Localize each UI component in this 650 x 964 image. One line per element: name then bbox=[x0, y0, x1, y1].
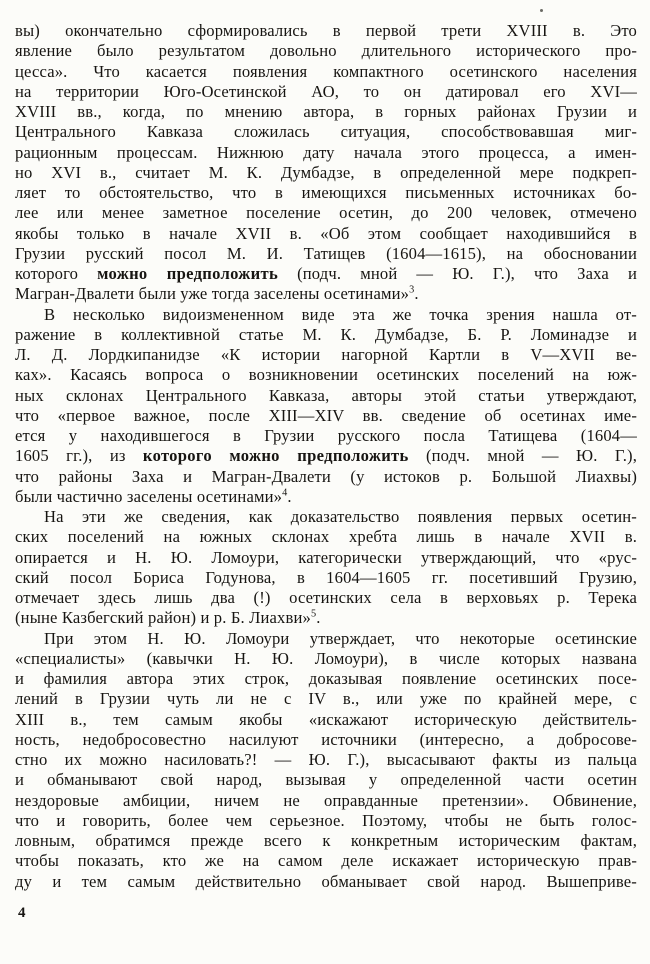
text-run: Центрального Кавказа сложилась ситуация, способствовавшая миг- bbox=[15, 122, 637, 142]
text-line bbox=[15, 487, 637, 507]
text-run: что «первое важное, после XIII—XIV вв. сведение об осетинах име- bbox=[15, 405, 637, 425]
text-run: ется у находившегося в Грузии русского посла Татищева (1604— bbox=[15, 426, 637, 445]
text-run: ский посол Бориса Годунова, в 1604—1605 гг. посетивший Грузию, bbox=[15, 567, 637, 587]
text-line bbox=[15, 406, 637, 426]
text-run: чтобы показать, кто же на самом деле искажает историческую прав- bbox=[15, 851, 637, 871]
text-run: Л. Д. Лордкипанидзе «К истории нагорной Картли в V—XVII ве- bbox=[15, 345, 637, 364]
footnote-reference: 5 bbox=[310, 608, 317, 620]
text-run: но XVI в., считает М. К. Думбадзе, в определенной мере подкреп- bbox=[15, 162, 637, 182]
text-line bbox=[15, 284, 637, 304]
text-line bbox=[15, 669, 637, 689]
text-line bbox=[15, 710, 637, 730]
text-line bbox=[15, 143, 637, 163]
text-line bbox=[15, 163, 637, 183]
text-line bbox=[15, 102, 637, 122]
text-run: и фамилия автора этих строк, доказывая появление осетинских посе- bbox=[15, 669, 637, 688]
text-run: на территории Юго-Осетинской АО, то он датировал его XVI— bbox=[15, 81, 637, 101]
text-run: ность, недобросовестно насилуют источники (интересно, а добросове- bbox=[15, 729, 637, 749]
text-line bbox=[15, 730, 637, 750]
text-run: которого bbox=[15, 264, 98, 283]
text-line bbox=[15, 426, 637, 446]
text-line bbox=[15, 689, 637, 709]
text-line bbox=[15, 345, 637, 365]
text-line bbox=[15, 446, 637, 466]
text-run: В несколько видоизмененном виде эта же точка зрения нашла от- bbox=[44, 304, 637, 324]
text-run: XIII в., тем самым якобы «искажают историческую действитель- bbox=[15, 709, 637, 729]
text-run: цесса». Что касается появления компактного осетинского населения bbox=[15, 61, 637, 81]
text-line bbox=[15, 244, 637, 264]
page-number: 4 bbox=[18, 905, 26, 921]
text-run: На эти же сведения, как доказательство появления первых осетин- bbox=[44, 507, 637, 526]
text-line bbox=[15, 325, 637, 345]
text-run: (подч. мной — Ю. Г.), bbox=[408, 446, 637, 466]
text-run: ках». Касаясь вопроса о возникновении осетинских поселений на юж- bbox=[15, 365, 637, 385]
text-run: отмечает здесь лишь два (!) осетинских села в верховьях р. Терека bbox=[15, 588, 637, 607]
text-line bbox=[15, 467, 637, 487]
text-run: лее или менее заметное поселение осетин, до 200 человек, отмечено bbox=[15, 203, 637, 223]
text-run: были частично заселены осетинами» bbox=[15, 486, 283, 506]
text-line bbox=[15, 527, 637, 547]
text-run: ражение в коллективной статье М. К. Думбадзе, Б. Р. Ломинадзе и bbox=[15, 324, 637, 344]
text-line bbox=[15, 872, 637, 892]
text-line bbox=[15, 82, 637, 102]
text-run: Магран-Двалети были уже тогда заселены осетинами» bbox=[15, 284, 410, 304]
text-run: При этом Н. Ю. Ломоури утверждает, что некоторые осетинские bbox=[44, 628, 637, 648]
text-line bbox=[15, 568, 637, 588]
text-line bbox=[15, 365, 637, 385]
text-line bbox=[15, 507, 637, 527]
page-text bbox=[15, 21, 637, 892]
text-line bbox=[15, 588, 637, 608]
text-line bbox=[15, 831, 637, 851]
text-line bbox=[15, 203, 637, 223]
text-run: ляет то обстоятельство, что в имеющихся письменных источниках бо- bbox=[15, 183, 637, 202]
bold-emphasis: можно предположить bbox=[97, 264, 279, 283]
text-run: 1605 гг.), из bbox=[15, 446, 143, 466]
text-line bbox=[15, 548, 637, 568]
text-run: (подч. мной — Ю. Г.), что Заха и bbox=[278, 264, 637, 283]
text-run: XVIII вв., когда, по мнению автора, в горных районах Грузии и bbox=[15, 102, 637, 121]
text-run: что и говорить, более чем серьезное. Поэтому, чтобы не быть голос- bbox=[15, 810, 637, 830]
text-line bbox=[15, 305, 637, 325]
text-run: . bbox=[287, 486, 292, 506]
text-run: рационным процессам. Нижнюю дату начала этого процесса, а имен- bbox=[15, 142, 637, 162]
text-run: ловным, обратимся прежде всего к конкретным историческим фактам, bbox=[15, 831, 637, 850]
text-line bbox=[15, 811, 637, 831]
text-line bbox=[15, 608, 637, 628]
text-run: лений в Грузии чуть ли не с IV в., или уже по крайней мере, с bbox=[15, 689, 637, 709]
text-line bbox=[15, 649, 637, 669]
text-run: (ныне Казбегский район) и р. Б. Лиахви» bbox=[15, 608, 311, 628]
text-run: стно их можно насиловать?! — Ю. Г.), высасывают факты из пальца bbox=[15, 750, 637, 769]
scan-artifact bbox=[540, 9, 543, 12]
paragraph bbox=[15, 629, 637, 892]
paragraph bbox=[15, 507, 637, 629]
text-line bbox=[15, 770, 637, 790]
text-run: . bbox=[414, 284, 419, 304]
text-line bbox=[15, 264, 637, 284]
text-run: ных склонах Центрального Кавказа, авторы этой статьи утверждают, bbox=[15, 385, 637, 405]
text-run: . bbox=[316, 608, 321, 628]
paragraph bbox=[15, 21, 637, 305]
text-run: ду и тем самым действительно обманывает свой народ. Вышеприве- bbox=[15, 871, 637, 891]
footnote-reference: 3 bbox=[409, 284, 415, 296]
text-run: ских поселений на южных склонах хребта лишь в начале XVII в. bbox=[15, 527, 637, 547]
bold-emphasis: которого можно предположить bbox=[142, 446, 409, 466]
text-line bbox=[15, 791, 637, 811]
text-line bbox=[15, 386, 637, 406]
paragraph bbox=[15, 305, 637, 508]
text-run: и обманывают свой народ, вызывая у определенной части осетин bbox=[15, 770, 637, 790]
text-run: «специалисты» (кавычки Н. Ю. Ломоури), в числе которых названа bbox=[15, 648, 637, 668]
footnote-reference: 4 bbox=[282, 487, 288, 499]
text-line bbox=[15, 224, 637, 244]
text-line bbox=[15, 62, 637, 82]
text-line bbox=[15, 750, 637, 770]
text-line bbox=[15, 41, 637, 61]
text-run: Грузии русский посол М. И. Татищев (1604—1615), на обосновании bbox=[15, 243, 637, 263]
text-line bbox=[15, 122, 637, 142]
text-line bbox=[15, 629, 637, 649]
text-run: нездоровые амбиции, ничем не оправданные претензии». Обвинение, bbox=[15, 790, 637, 810]
text-run: опирается и Н. Ю. Ломоури, категорически утверждающий, что «рус- bbox=[15, 547, 637, 567]
text-run: что районы Заха и Магран-Двалети (у истоков р. Большой Лиахвы) bbox=[15, 466, 637, 486]
text-line bbox=[15, 21, 637, 41]
text-run: явление было результатом довольно длительного исторического про- bbox=[15, 41, 637, 61]
text-run: вы) окончательно сформировались в первой трети XVIII в. Это bbox=[15, 21, 637, 40]
text-run: якобы только в начале XVII в. «Об этом сообщает находившийся в bbox=[15, 223, 637, 243]
text-line bbox=[15, 183, 637, 203]
text-line bbox=[15, 851, 637, 871]
